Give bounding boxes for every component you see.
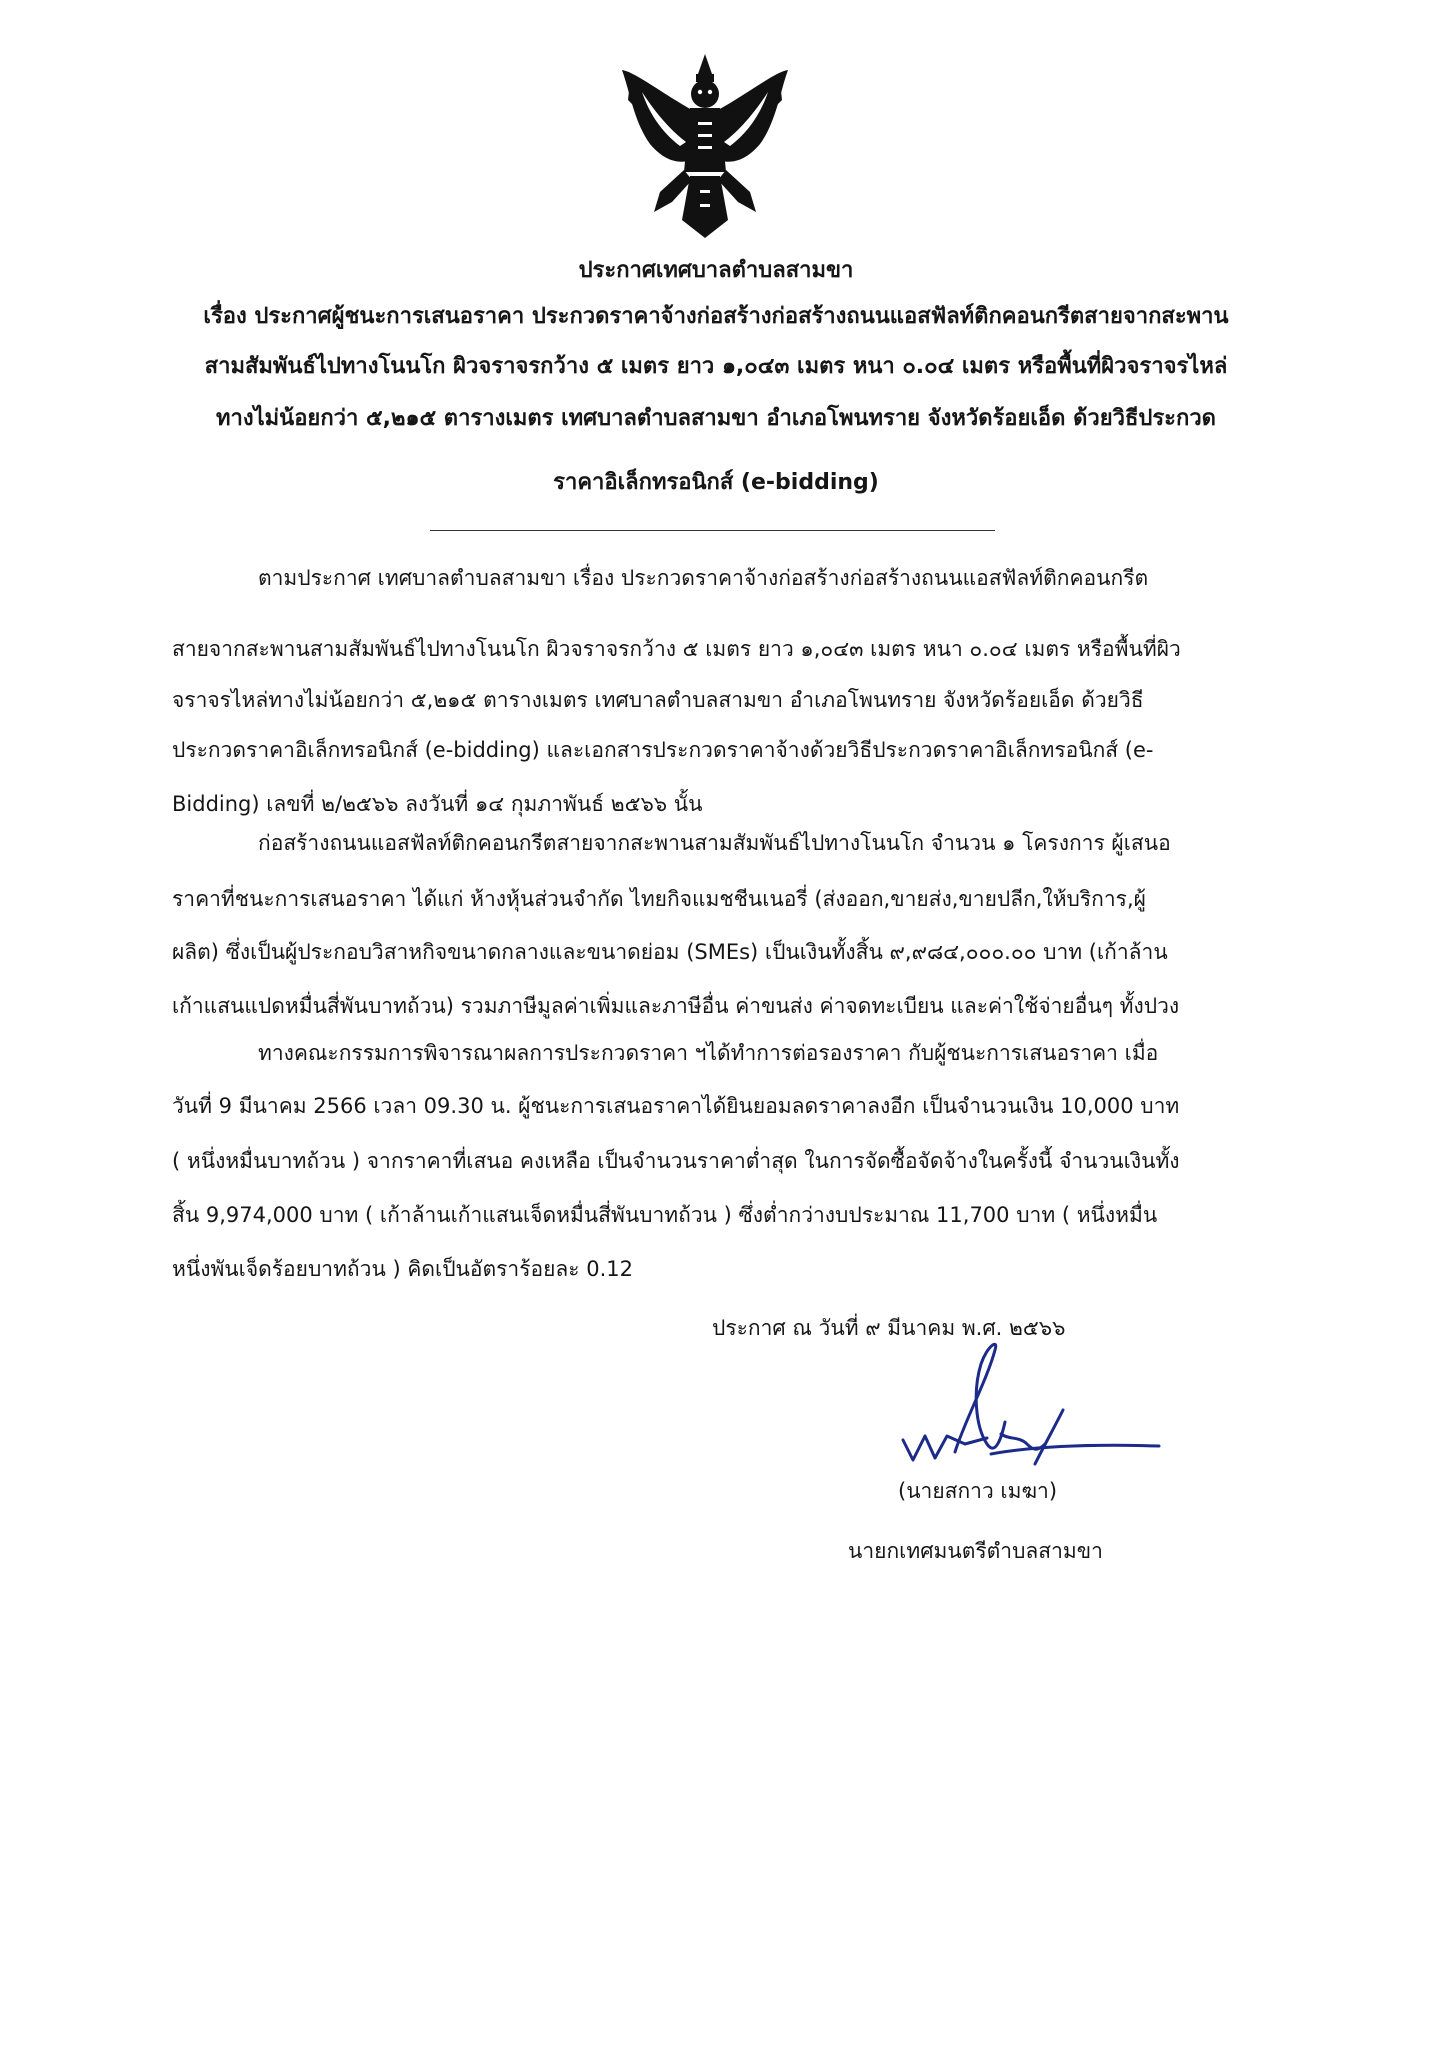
body-text-line: ผลิต) ซึ่งเป็นผู้ประกอบวิสาหกิจขนาดกลางและขนาดย่อม (SMEs) เป็นเงินทั้งสิ้น ๙,๙๘๔,๐๐๐.๐๐ บาท (เก้าล้าน [172, 940, 1168, 964]
body-text-line: Bidding) เลขที่ ๒/๒๕๖๖ ลงวันที่ ๑๔ กุมภาพันธ์ ๒๕๖๖ นั้น [172, 792, 703, 816]
signer-title: นายกเทศมนตรีตำบลสามขา [848, 1539, 1103, 1563]
subject-line: ทางไม่น้อยกว่า ๕,๒๑๕ ตารางเมตร เทศบาลตำบลสามขา อำเภอโพนทราย จังหวัดร้อยเอ็ด ด้วยวิธีประกวด [216, 406, 1216, 431]
announcement-date: ประกาศ ณ วันที่ ๙ มีนาคม พ.ศ. ๒๕๖๖ [712, 1316, 1066, 1340]
signature-icon [895, 1340, 1175, 1480]
body-text-line: สายจากสะพานสามสัมพันธ์ไปทางโนนโก ผิวจราจรกว้าง ๕ เมตร ยาว ๑,๐๔๓ เมตร หนา ๐.๐๔ เมตร หรือพื้นที่ผิว [172, 637, 1181, 661]
announcement-title: ประกาศเทศบาลตำบลสามขา [578, 258, 854, 283]
body-text-line: ตามประกาศ เทศบาลตำบลสามขา เรื่อง ประกวดราคาจ้างก่อสร้างก่อสร้างถนนแอสฟัลท์ติกคอนกรีต [258, 566, 1149, 590]
subject-line: ราคาอิเล็กทรอนิกส์ (e-bidding) [553, 470, 879, 495]
signer-name: (นายสกาว เมฆา) [898, 1479, 1058, 1503]
body-text-line: เก้าแสนแปดหมื่นสี่พันบาทถ้วน) รวมภาษีมูลค่าเพิ่มและภาษีอื่น ค่าขนส่ง ค่าจดทะเบียน และค่าใช้จ่ายอื่นๆ ทั้งปวง [172, 994, 1180, 1018]
body-text-line: ประกวดราคาอิเล็กทรอนิกส์ (e-bidding) และเอกสารประกวดราคาจ้างด้วยวิธีประกวดราคาอิเล็กทรอนิกส์ (e- [172, 738, 1154, 762]
subject-line: เรื่อง ประกาศผู้ชนะการเสนอราคา ประกวดราคาจ้างก่อสร้างก่อสร้างถนนแอสฟัลท์ติกคอนกรีตสายจากสะพาน [203, 304, 1229, 329]
body-text-line: วันที่ 9 มีนาคม 2566 เวลา 09.30 น. ผู้ชนะการเสนอราคาได้ยินยอมลดราคาลงอีก เป็นจำนวนเงิน 10,000 บาท [172, 1094, 1180, 1118]
body-text-line: ก่อสร้างถนนแอสฟัลท์ติกคอนกรีตสายจากสะพานสามสัมพันธ์ไปทางโนนโก จำนวน ๑ โครงการ ผู้เสนอ [258, 831, 1171, 855]
subject-line: สามสัมพันธ์ไปทางโนนโก ผิวจราจรกว้าง ๕ เมตร ยาว ๑,๐๔๓ เมตร หนา ๐.๐๔ เมตร หรือพื้นที่ผิวจราจรไหล่ [204, 354, 1228, 379]
body-text-line: ทางคณะกรรมการพิจารณาผลการประกวดราคา ฯได้ทำการต่อรองราคา กับผู้ชนะการเสนอราคา เมื่อ [258, 1041, 1159, 1065]
garuda-emblem-icon [620, 52, 790, 242]
body-text-line: สิ้น 9,974,000 บาท ( เก้าล้านเก้าแสนเจ็ดหมื่นสี่พันบาทถ้วน ) ซึ่งต่ำกว่างบประมาณ 11,700 บาท ( หนึ่งหมื่น [172, 1203, 1158, 1227]
body-text-line: จราจรไหล่ทางไม่น้อยกว่า ๕,๒๑๕ ตารางเมตร เทศบาลตำบลสามขา อำเภอโพนทราย จังหวัดร้อยเอ็ด ด้วยวิธี [172, 688, 1144, 712]
body-text-line: ( หนึ่งหมื่นบาทถ้วน ) จากราคาที่เสนอ คงเหลือ เป็นจำนวนราคาต่ำสุด ในการจัดซื้อจัดจ้างในครั้งนี้ จำนวนเงินทั้ง [172, 1149, 1180, 1173]
separator-line [430, 530, 995, 531]
body-text-line: หนึ่งพันเจ็ดร้อยบาทถ้วน ) คิดเป็นอัตราร้อยละ 0.12 [172, 1257, 633, 1281]
body-text-line: ราคาที่ชนะการเสนอราคา ได้แก่ ห้างหุ้นส่วนจำกัด ไทยกิจแมชชีนเนอรี่ (ส่งออก,ขายส่ง,ขายปลีก,ให้บริการ,ผู้ [172, 887, 1146, 911]
